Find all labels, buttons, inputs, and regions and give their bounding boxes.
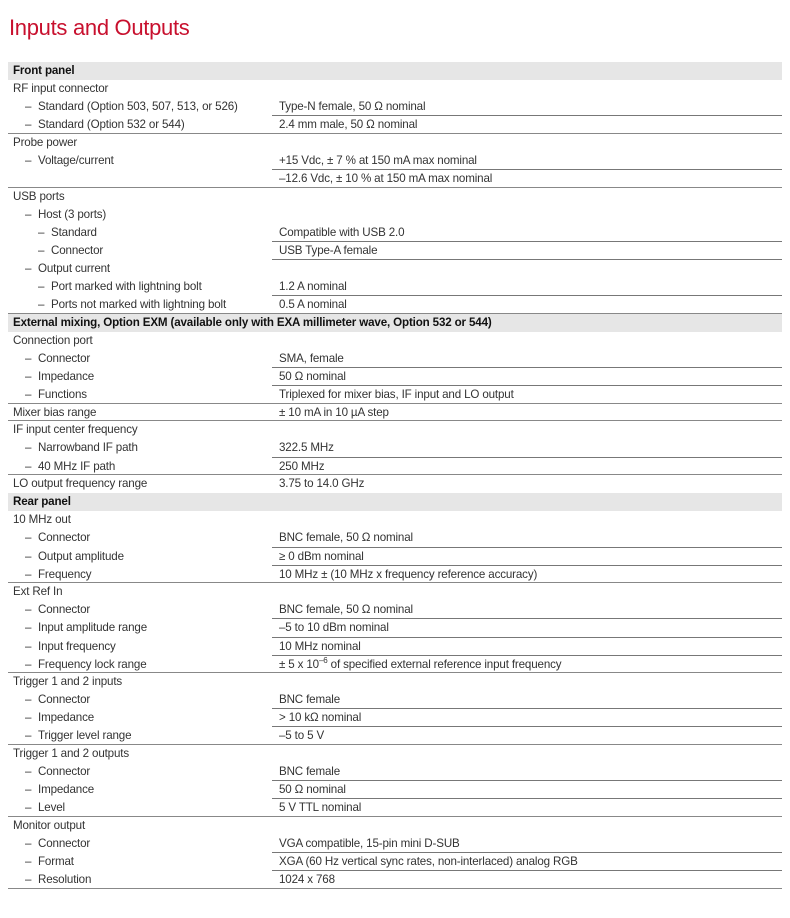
- row-label: [13, 511, 71, 529]
- row-label-text: Monitor output: [13, 818, 86, 832]
- table-row: [8, 458, 782, 476]
- row-label-text: Impedance: [38, 370, 95, 384]
- row-value-text: +15 Vdc, ± 7 % at 150 mA max nominal: [279, 153, 477, 167]
- row-value-text: BNC female: [279, 765, 340, 779]
- dash-bullet: –: [25, 370, 32, 384]
- row-label-text: Front panel: [13, 64, 75, 77]
- row-label-text: Voltage/current: [38, 153, 114, 167]
- table-row: [8, 781, 782, 799]
- row-label: [13, 62, 74, 80]
- row-label-text: Ext Ref In: [13, 585, 63, 599]
- row-label-text: Connector: [38, 837, 91, 851]
- table-row: [8, 709, 782, 727]
- row-value-text: ± 5 x 10: [279, 657, 319, 671]
- row-label: [13, 493, 71, 511]
- table-row: [8, 170, 782, 188]
- row-label: [38, 224, 97, 242]
- dash-bullet: –: [25, 118, 32, 132]
- row-value: [279, 799, 361, 817]
- row-value-text: Type-N female, 50 Ω nominal: [279, 100, 426, 114]
- row-value: [279, 871, 335, 889]
- row-value-text: 322.5 MHz: [279, 441, 334, 455]
- row-label: [25, 619, 147, 637]
- table-row: [8, 763, 782, 781]
- row-value: [279, 781, 346, 799]
- dash-bullet: –: [25, 873, 32, 887]
- row-value-text: –5 to 5 V: [279, 729, 325, 743]
- dash-bullet: –: [25, 657, 32, 671]
- row-label: [25, 709, 94, 727]
- dash-bullet: –: [25, 100, 32, 114]
- table-row: [8, 656, 782, 674]
- row-label-text: Trigger level range: [38, 729, 132, 743]
- row-label-text: 10 MHz out: [13, 513, 71, 527]
- row-value-text: Compatible with USB 2.0: [279, 225, 405, 239]
- dash-bullet: –: [38, 280, 45, 294]
- dash-bullet: –: [38, 225, 45, 239]
- row-value: [279, 386, 514, 404]
- dash-bullet: –: [25, 783, 32, 797]
- dash-bullet: –: [25, 621, 32, 635]
- table-row: [8, 817, 782, 835]
- row-value: [279, 656, 561, 674]
- row-label: [25, 548, 124, 566]
- row-label: [25, 871, 91, 889]
- row-label-text: Mixer bias range: [13, 405, 97, 419]
- row-label: [13, 134, 77, 152]
- row-label: [13, 817, 85, 835]
- row-value: [279, 638, 361, 656]
- row-value: [279, 566, 537, 584]
- row-value-text: –12.6 Vdc, ± 10 % at 150 mA max nominal: [279, 172, 493, 186]
- table-row: [8, 691, 782, 709]
- row-value-text: 3.75 to 14.0 GHz: [279, 477, 365, 491]
- row-value: [279, 439, 334, 457]
- table-row: [8, 835, 782, 853]
- dash-bullet: –: [25, 459, 32, 473]
- dash-bullet: –: [25, 531, 32, 545]
- row-label-text: Connector: [51, 243, 104, 257]
- row-label-text: Rear panel: [13, 495, 71, 509]
- row-label: [13, 745, 129, 763]
- table-row: [8, 529, 782, 547]
- dash-bullet: –: [25, 549, 32, 563]
- row-label: [25, 656, 147, 674]
- row-label-text: Functions: [38, 388, 87, 402]
- row-label: [25, 116, 185, 134]
- exponent: –6: [318, 655, 328, 665]
- dash-bullet: –: [25, 441, 32, 455]
- row-label: [25, 458, 115, 476]
- table-row: [8, 242, 782, 260]
- table-row: [8, 134, 782, 152]
- row-value: [279, 709, 361, 727]
- row-label-text: Standard (Option 532 or 544): [38, 118, 185, 132]
- row-label: [25, 98, 238, 116]
- row-label: [13, 421, 138, 439]
- table-row: [8, 439, 782, 457]
- table-row: [8, 583, 782, 601]
- row-value-text-after: of specified external reference input frequency: [327, 657, 562, 671]
- table-row: [8, 368, 782, 386]
- table-row: [8, 116, 782, 134]
- dash-bullet: –: [25, 352, 32, 365]
- page-title: Inputs and Outputs: [9, 15, 190, 40]
- row-value: [279, 224, 404, 242]
- row-value: [279, 296, 347, 314]
- row-label: [25, 691, 90, 709]
- row-label-text: RF input connector: [13, 82, 109, 96]
- table-row: [8, 853, 782, 871]
- row-value-text: ± 10 mA in 10 µA step: [279, 405, 389, 419]
- table-row: [8, 404, 782, 422]
- table-row: [8, 296, 782, 314]
- dash-bullet: –: [25, 837, 32, 851]
- row-value-text: 10 MHz nominal: [279, 639, 361, 653]
- row-value-text: VGA compatible, 15-pin mini D-SUB: [279, 837, 460, 851]
- dash-bullet: –: [38, 298, 45, 312]
- row-value: [279, 368, 346, 386]
- row-label: [25, 260, 110, 278]
- row-value: [279, 475, 364, 493]
- row-value-text: Triplexed for mixer bias, IF input and LO output: [279, 388, 514, 402]
- section-header: [8, 314, 782, 332]
- spec-table: [8, 62, 782, 889]
- row-value: [279, 152, 477, 170]
- row-label: [25, 601, 90, 619]
- table-row: [8, 421, 782, 439]
- row-label: [13, 80, 108, 98]
- row-value-text: 1.2 A nominal: [279, 280, 347, 294]
- row-value: [279, 170, 492, 188]
- row-label: [25, 781, 94, 799]
- row-label: [25, 799, 65, 817]
- row-value-text: USB Type-A female: [279, 243, 378, 257]
- table-row: [8, 98, 782, 116]
- row-value-text: 250 MHz: [279, 459, 325, 473]
- row-label-text: Output amplitude: [38, 549, 124, 563]
- row-label-text: 40 MHz IF path: [38, 459, 116, 473]
- row-value: [279, 98, 425, 116]
- row-value: [279, 458, 324, 476]
- row-value: [279, 116, 417, 134]
- dash-bullet: –: [25, 207, 32, 221]
- dash-bullet: –: [25, 153, 32, 167]
- row-label-text: Narrowband IF path: [38, 441, 138, 455]
- row-label-text: Probe power: [13, 135, 78, 149]
- row-value-text: SMA, female: [279, 352, 344, 365]
- row-label-text: Output current: [38, 262, 111, 276]
- row-label: [25, 368, 94, 386]
- row-value: [279, 853, 578, 871]
- dash-bullet: –: [25, 729, 32, 743]
- row-value-text: XGA (60 Hz vertical sync rates, non-interlaced) analog RGB: [279, 855, 578, 869]
- dash-bullet: –: [25, 262, 32, 276]
- row-value-text: 1024 x 768: [279, 873, 335, 887]
- row-label: [13, 188, 64, 206]
- row-label-text: IF input center frequency: [13, 423, 138, 437]
- row-value-text: 5 V TTL nominal: [279, 801, 362, 815]
- row-label-text: Connection port: [13, 333, 93, 347]
- row-label: [25, 152, 114, 170]
- table-row: [8, 745, 782, 763]
- row-value-text: 50 Ω nominal: [279, 783, 346, 797]
- table-row: [8, 548, 782, 566]
- row-label: [13, 332, 93, 350]
- row-value: [279, 835, 460, 853]
- table-row: [8, 727, 782, 745]
- row-label-text: Connector: [38, 693, 91, 707]
- row-label-text: Input amplitude range: [38, 621, 148, 635]
- row-label-text: External mixing, Option EXM (available only with EXA millimeter wave, Option 532 or 544): [13, 315, 492, 329]
- row-label-text: Standard: [51, 225, 97, 239]
- row-value: [279, 350, 344, 368]
- table-row: [8, 278, 782, 296]
- dash-bullet: –: [25, 801, 32, 815]
- row-value: [279, 691, 340, 709]
- row-label-text: Port marked with lightning bolt: [51, 280, 202, 294]
- row-value-text: 2.4 mm male, 50 Ω nominal: [279, 118, 418, 132]
- row-label-text: USB ports: [13, 189, 65, 203]
- row-value-text: 50 Ω nominal: [279, 370, 346, 384]
- table-row: [8, 224, 782, 242]
- row-label: [38, 278, 202, 296]
- dash-bullet: –: [38, 243, 45, 257]
- row-label: [13, 314, 492, 332]
- row-label: [38, 242, 103, 260]
- table-row: [8, 673, 782, 691]
- row-label-text: Frequency: [38, 567, 92, 581]
- row-value: [279, 763, 340, 781]
- section-header: [8, 493, 782, 511]
- table-row: [8, 511, 782, 529]
- row-value: [279, 548, 364, 566]
- table-row: [8, 206, 782, 224]
- row-label: [25, 529, 90, 547]
- row-label-text: Connector: [38, 352, 91, 365]
- row-label: [25, 566, 91, 584]
- row-label: [25, 763, 90, 781]
- row-value-text: BNC female, 50 Ω nominal: [279, 603, 413, 617]
- row-label-text: Resolution: [38, 873, 92, 887]
- row-label: [25, 206, 106, 224]
- row-label: [13, 475, 147, 493]
- dash-bullet: –: [25, 603, 32, 617]
- row-value-text: –5 to 10 dBm nominal: [279, 621, 389, 635]
- row-value-text: BNC female, 50 Ω nominal: [279, 531, 413, 545]
- table-row: [8, 386, 782, 404]
- row-value: [279, 529, 413, 547]
- table-row: [8, 188, 782, 206]
- dash-bullet: –: [25, 693, 32, 707]
- row-value-text: > 10 kΩ nominal: [279, 711, 362, 725]
- dash-bullet: –: [25, 388, 32, 402]
- row-label-text: Connector: [38, 765, 91, 779]
- row-label: [25, 350, 90, 368]
- table-row: [8, 350, 782, 368]
- row-value: [279, 278, 347, 296]
- row-label: [13, 673, 122, 691]
- row-label: [25, 386, 87, 404]
- table-row: [8, 475, 782, 493]
- row-value-text: 0.5 A nominal: [279, 298, 347, 312]
- dash-bullet: –: [25, 855, 32, 869]
- row-label-text: Standard (Option 503, 507, 513, or 526): [38, 100, 238, 114]
- row-label-text: Host (3 ports): [38, 207, 107, 221]
- table-row: [8, 799, 782, 817]
- row-label-text: Input frequency: [38, 639, 116, 653]
- table-row: [8, 152, 782, 170]
- row-label: [13, 404, 96, 422]
- row-label: [13, 583, 62, 601]
- dash-bullet: –: [25, 639, 32, 653]
- table-row: [8, 260, 782, 278]
- section-header: [8, 62, 782, 80]
- row-value-text: BNC female: [279, 693, 340, 707]
- row-value-text: 10 MHz ± (10 MHz x frequency reference accuracy): [279, 567, 538, 581]
- row-label-text: Connector: [38, 603, 91, 617]
- row-label-text: Frequency lock range: [38, 657, 147, 671]
- dash-bullet: –: [25, 567, 32, 581]
- row-value: [279, 242, 377, 260]
- dash-bullet: –: [25, 765, 32, 779]
- row-label: [25, 853, 74, 871]
- row-value-text: ≥ 0 dBm nominal: [279, 549, 364, 563]
- row-value: [279, 404, 389, 422]
- row-label: [25, 835, 90, 853]
- row-label-text: Connector: [38, 531, 91, 545]
- row-value: [279, 727, 324, 745]
- dash-bullet: –: [25, 711, 32, 725]
- row-label-text: Impedance: [38, 783, 95, 797]
- row-label: [25, 439, 138, 457]
- table-row: [8, 332, 782, 350]
- row-label: [25, 727, 131, 745]
- table-row: [8, 871, 782, 889]
- table-row: [8, 566, 782, 584]
- row-label-text: Trigger 1 and 2 inputs: [13, 675, 123, 689]
- row-label-text: Level: [38, 801, 65, 815]
- row-label-text: Impedance: [38, 711, 95, 725]
- table-row: [8, 619, 782, 637]
- table-row: [8, 638, 782, 656]
- table-row: [8, 601, 782, 619]
- row-value: [279, 619, 389, 637]
- row-label-text: Trigger 1 and 2 outputs: [13, 747, 129, 761]
- row-label: [25, 638, 116, 656]
- row-label-text: Ports not marked with lightning bolt: [51, 298, 227, 312]
- row-label-text: Format: [38, 855, 74, 869]
- row-label: [38, 296, 226, 314]
- row-label-text: LO output frequency range: [13, 477, 148, 491]
- row-value: [279, 601, 413, 619]
- table-row: [8, 80, 782, 98]
